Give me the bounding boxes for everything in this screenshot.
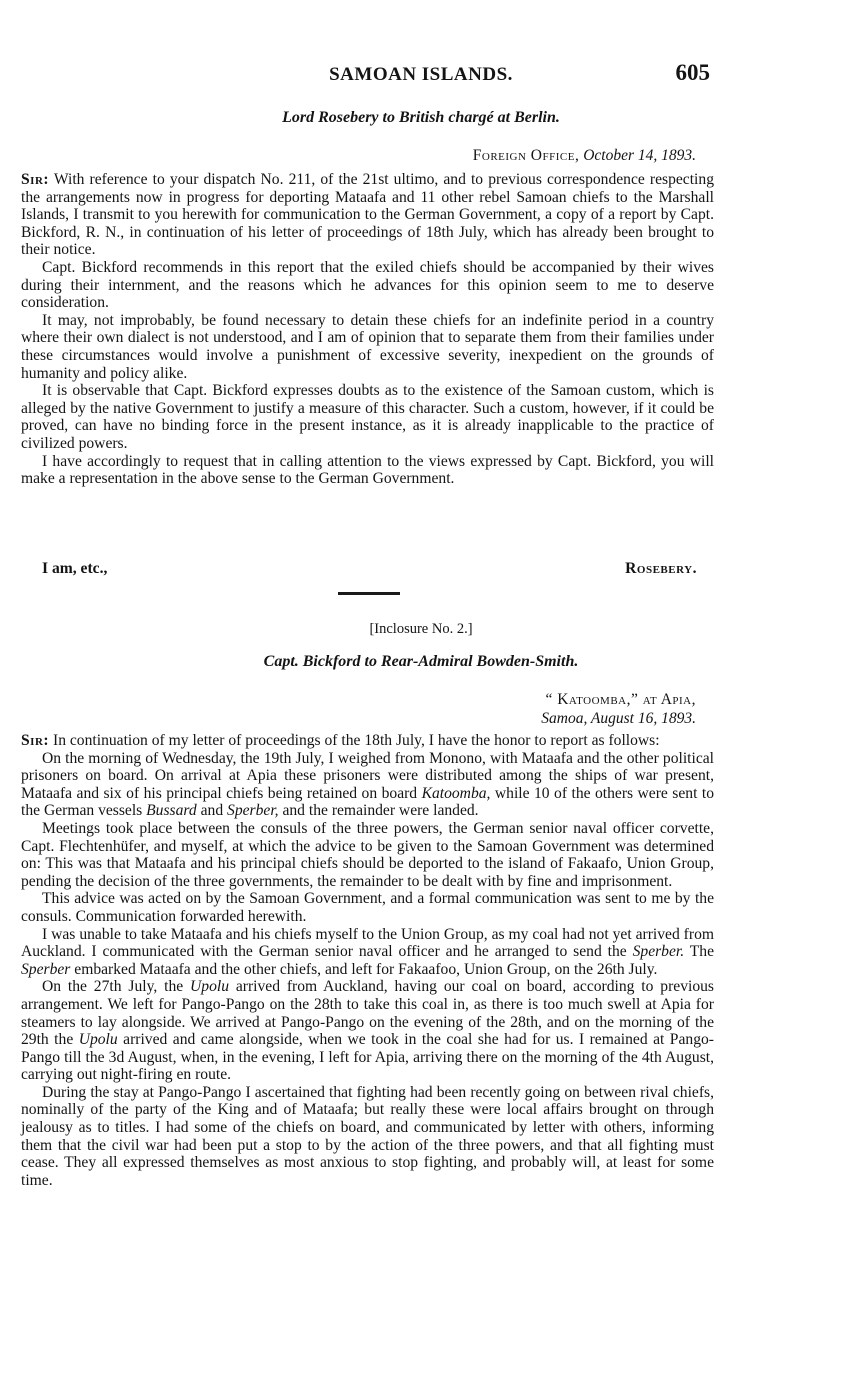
ship-name: Upolu	[190, 978, 229, 996]
text-run: I was unable to take Mataafa and his chiefs myself to the Union Group, as my coal had not yet arrived from Auckland. I communicated with the German senior naval officer and he arranged to send the	[21, 925, 714, 961]
letter1-paragraph: I have accordingly to request that in calling attention to the views expressed by Capt. Bickford, you will make a representation in the above sense to the German Government.	[21, 452, 714, 488]
text-run: while 10 of the others were sent to the German vessels	[21, 784, 714, 820]
enclosure-label: [Inclosure No. 2.]	[369, 621, 473, 637]
letter2-paragraph-text: In continuation of my letter of proceedings of the 18th July, I have the honor to report as follows:	[53, 732, 660, 749]
letter2-location: at Apia,	[638, 691, 696, 708]
letter2-paragraph: Meetings took place between the consuls of the three powers, the German senior naval officer corvette, Capt. Flechtenhüfer, and myself, at which the advice to be given to the Samoan Government was determined on: This was that Mataafa and his principal chiefs should be deported to the island of Fakaafo, Union Group, pending the decision of the three governments, the remainder to be dealt with by fine and imprisonment.	[21, 819, 714, 890]
ship-name: Katoomba,	[421, 784, 491, 802]
letter1-caption: Lord Rosebery to British chargé at Berlin.	[282, 109, 560, 126]
letter2-paragraph: During the stay at Pango-Pango I ascertained that fighting had been recently going on between rival chiefs, nominally of the party of the King and of Mataafa; but really these were local affairs brought on through jealousy as to titles. I had some of the chiefs on board, and communicated by letter with others, informing them that the civil war had been put a stop to by the action of the three powers, and that all fighting must cease. They all expressed themselves as most anxious to stop fighting, and probably will, at least for some time.	[21, 1083, 714, 1189]
letter2-dateline	[541, 690, 696, 728]
letter1-paragraph-text: With reference to your dispatch No. 211, of the 21st ultimo, and to previous correspondence respecting the arrangements now in progress for deporting Mataafa and 11 other rebel Samoan chiefs to the Marshall Islands, I transmit to you herewith for communication to the German Government, a copy of a report by Capt. Bickford, R. N., in continuation of his letter of proceedings of 18th July, which has already been brought to their notice.	[21, 171, 714, 259]
text-run: On the morning of Wednesday, the 19th July, I weighed from Monono, with Mataafa and the other political prisoners on board. On arrival at Apia these prisoners were distributed among the ships of war present, Mataafa and six of his principal chiefs being retained on board	[21, 749, 714, 802]
letter1-signature: Rosebery.	[625, 560, 697, 577]
text-run: and	[196, 802, 228, 820]
page-number: 605	[675, 60, 710, 85]
running-head	[0, 60, 842, 90]
letter1-salutation: Sir:	[21, 171, 50, 188]
text-run: and the remainder were landed.	[278, 802, 479, 820]
ship-name: Sperber.	[632, 943, 685, 961]
letter1-signoff	[21, 560, 697, 578]
ship-name: Bussard	[146, 802, 197, 820]
letter2-body	[21, 732, 714, 1189]
letter1-body	[21, 171, 714, 488]
letter1-paragraph	[21, 171, 714, 259]
letter1-closing: I am, etc.,	[42, 560, 108, 577]
letter2-paragraph	[21, 978, 714, 1084]
letter2-salutation: Sir:	[21, 732, 50, 749]
letter2-paragraph: This advice was acted on by the Samoan Government, and a formal communication was sent to me by the consuls. Communication forwarded herewith.	[21, 890, 714, 925]
running-title: SAMOAN ISLANDS.	[329, 64, 513, 85]
ship-name: Upolu	[78, 1031, 118, 1049]
letter2-caption: Capt. Bickford to Rear-Admiral Bowden-Smith.	[263, 653, 579, 670]
letter2-paragraph	[21, 732, 714, 750]
text-run: arrived from Auckland, having our coal on board, according to previous arrangement. We left for Pango-Pango on the 28th to take this coal in, as there is too much swell at Apia for steamers to lay alongside. We arrived at Pango-Pango on the evening of the 28th, and on the morning of the 29th the	[21, 978, 714, 1049]
letter2-paragraph	[21, 750, 714, 820]
section-divider	[338, 592, 400, 595]
letter1-dateline	[473, 146, 696, 165]
letter1-paragraph: It is observable that Capt. Bickford expresses doubts as to the existence of the Samoan custom, which is alleged by the native Government to justify a measure of this character. Such a custom, however, if it could be proved, can have no binding force in the present instance, as it is already inapplicable to the practice of civilized powers.	[21, 382, 714, 452]
letter2-paragraph	[21, 926, 714, 979]
text-run: embarked Mataafa and the other chiefs, and left for Fakaafoo, Union Group, on the 26th July.	[70, 960, 658, 978]
text-run: arrived and came alongside, when we took in the coal she had for us. I remained at Pango-Pango till the 3d August, when, in the evening, I left for Apia, arriving there on the morning of the 4th August, carrying out night-firing en route.	[21, 1031, 714, 1084]
text-run: The	[684, 943, 714, 961]
letter1-paragraph: It may, not improbably, be found necessary to detain these chiefs for an indefinite period in a country where their own dialect is not understood, and I am of opinion that to separate them from their families under these circumstances would involve a punishment of excessive severity, inexpedient on the grounds of humanity and policy alike.	[21, 311, 714, 382]
text-run: On the 27th July, the	[42, 978, 191, 996]
letter1-paragraph: Capt. Bickford recommends in this report that the exiled chiefs should be accompanied by their wives during their internment, and the reasons which he advances for this opinion seem to me to deserve consideration.	[21, 258, 714, 312]
ship-name: Sperber	[21, 960, 71, 978]
ship-name: Sperber,	[227, 802, 279, 820]
letter1-dateline-place: Foreign Office,	[472, 147, 580, 164]
letter1-dateline-date: October 14, 1893.	[583, 147, 696, 164]
letter2-ship-name: “ Katoomba,”	[545, 691, 639, 708]
letter2-dateline-place	[541, 690, 696, 709]
letter2-dateline-date: Samoa, August 16, 1893.	[541, 710, 696, 727]
